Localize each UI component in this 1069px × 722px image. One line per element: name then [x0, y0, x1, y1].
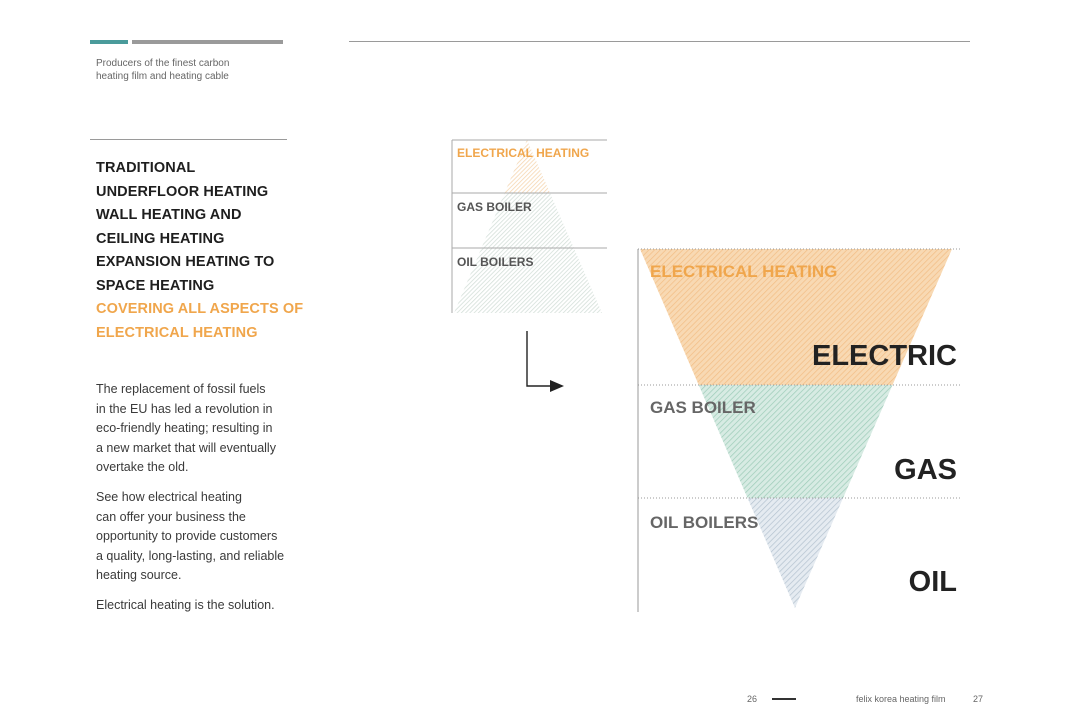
large-title-gas: GAS	[894, 454, 957, 486]
tagline: Producers of the finest carbon heating film and heating cable	[96, 58, 230, 82]
footer-separator	[772, 698, 796, 700]
footer-right-page-number: 27	[973, 694, 984, 704]
header-accent-bar-gray	[132, 40, 283, 44]
large-title-electric: ELECTRIC	[812, 340, 957, 372]
small-label-electrical: ELECTRICAL HEATING	[457, 146, 590, 160]
heading-line: SPACE HEATING	[96, 277, 215, 294]
small-label-oil: OIL BOILERS	[457, 255, 534, 269]
large-label-oil: OIL BOILERS	[650, 513, 759, 532]
header-rule	[349, 41, 970, 42]
heading-accent-line: COVERING ALL ASPECTS OF	[96, 301, 304, 317]
heading-list	[96, 157, 303, 345]
body-paragraph-2: See how electrical heating can offer your business the opportunity to provide customers a quality, long-lasting, and reliable heating source.	[96, 490, 285, 582]
footer-brand: felix korea heating film	[856, 694, 946, 704]
heading-line: CEILING HEATING	[96, 230, 225, 247]
heading-line: TRADITIONAL	[96, 160, 196, 176]
heading-line: WALL HEATING AND	[96, 207, 242, 223]
footer-left-page-number: 26	[747, 694, 758, 704]
body-paragraph-1: The replacement of fossil fuels in the EU has led a revolution in eco-friendly heating; resulting in a new market that will eventually overtake the old.	[96, 382, 276, 474]
heading-line: UNDERFLOOR HEATING	[96, 183, 269, 200]
body-paragraph-3: Electrical heating is the solution.	[96, 598, 275, 612]
header-accent-bar-teal	[90, 40, 128, 44]
large-title-oil: OIL	[908, 566, 957, 598]
large-pyramid-diagram	[630, 240, 970, 620]
large-label-gas: GAS BOILER	[650, 398, 756, 417]
small-label-gas: GAS BOILER	[457, 200, 532, 214]
arrow-connector	[527, 331, 550, 386]
small-pyramid-diagram	[440, 130, 620, 410]
large-label-electrical: ELECTRICAL HEATING	[650, 262, 838, 281]
section-rule	[90, 139, 287, 140]
heading-line: EXPANSION HEATING TO	[96, 254, 275, 270]
arrow-head-icon	[550, 380, 564, 392]
heading-accent-line: ELECTRICAL HEATING	[96, 324, 258, 341]
